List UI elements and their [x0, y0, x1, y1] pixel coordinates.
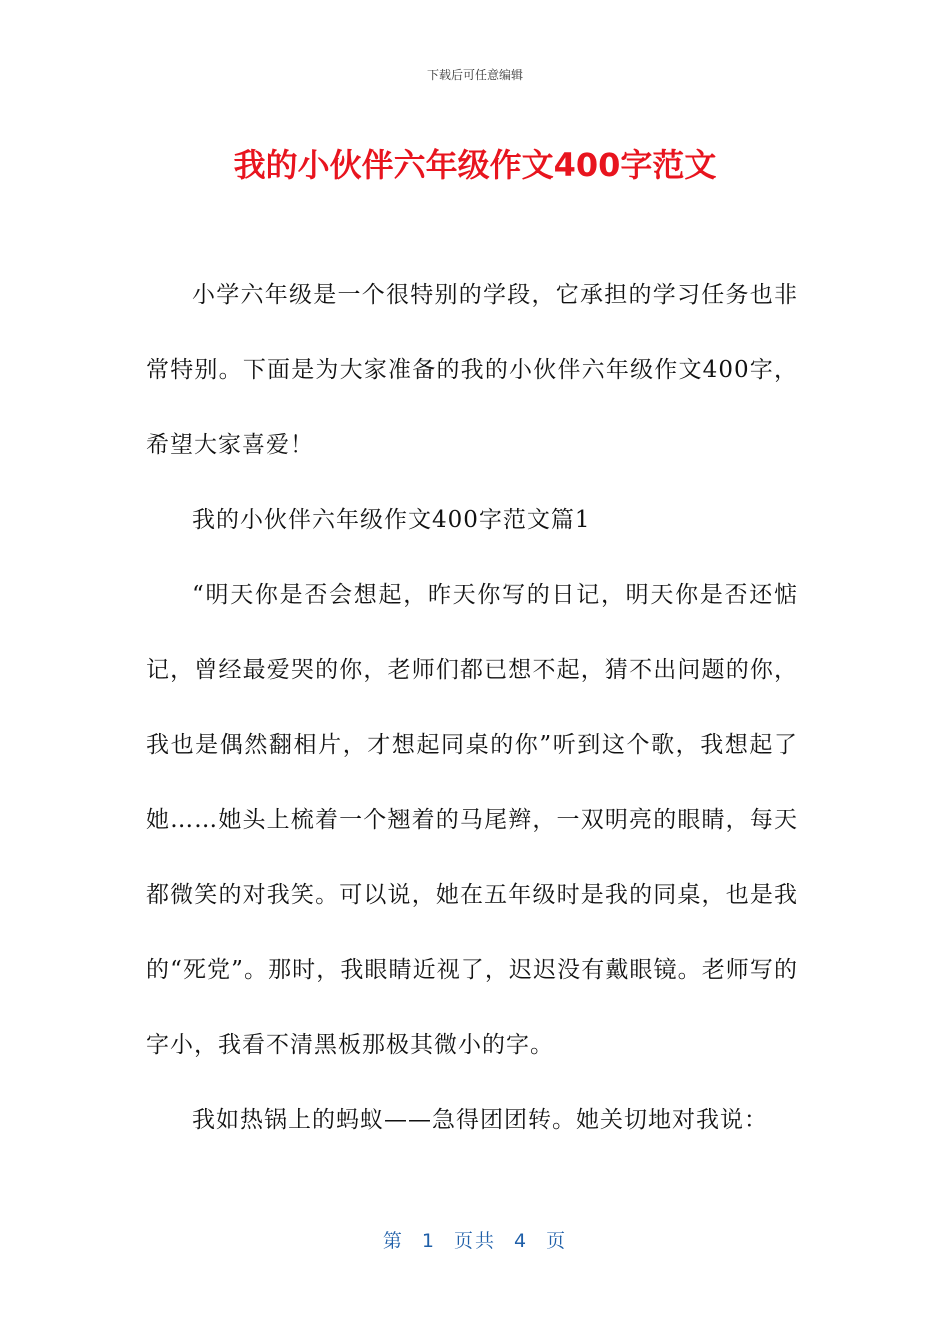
paragraph-continuation: 我如热锅上的蚂蚁——急得团团转。她关切地对我说：	[192, 1107, 768, 1133]
page-number-footer: 第 1 页共 4 页	[382, 1230, 568, 1252]
paragraph-section-heading: 我的小伙伴六年级作文400字范文篇1	[192, 507, 591, 533]
paragraph-story: “明天你是否会想起，昨天你写的日记，明天你是否还惦记，曾经最爱哭的你，老师们都已想不起，猜不出问题的你，我也是偶然翻相片，才想起同桌的你”听到这个歌，我想起了她……她头上梳着一个翘着的马尾辫，一双明亮的眼睛，每天都微笑的对我笑。可以说，她在五年级时是我的同桌，也是我的“死党”。那时，我眼睛近视了，迟迟没有戴眼镜。老师写的字小，我看不清黑板那极其微小的字。	[146, 582, 798, 1058]
paragraph-intro: 小学六年级是一个很特别的学段，它承担的学习任务也非常特别。下面是为大家准备的我的小伙伴六年级作文400字，希望大家喜爱！	[146, 282, 798, 458]
document-title: 我的小伙伴六年级作文400字范文	[233, 146, 717, 184]
document-body	[146, 258, 798, 1158]
page-header-note: 下载后可任意编辑	[426, 68, 523, 82]
